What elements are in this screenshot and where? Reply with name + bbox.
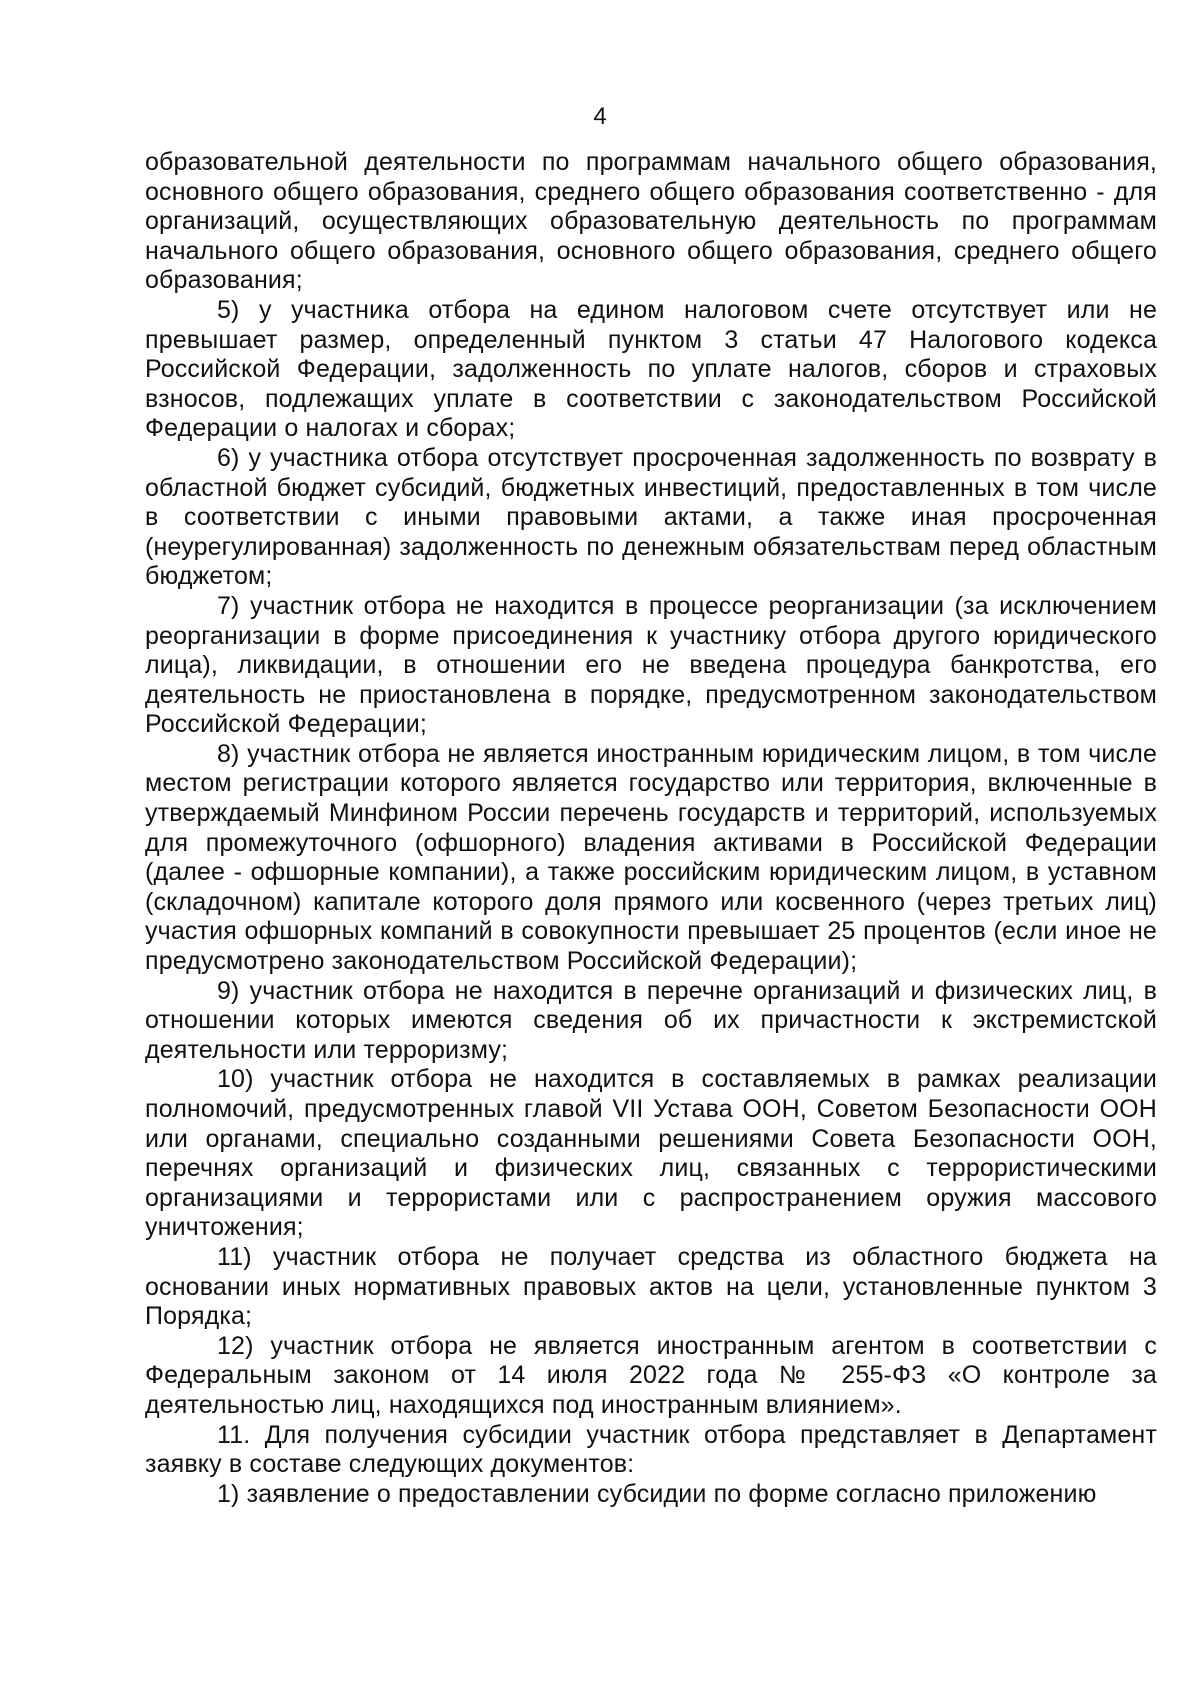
page-number: 4 (593, 103, 607, 130)
paragraph-item-7: 7) участник отбора не находится в процессе реорганизации (за исключением реорганизации в форме присоединения к участнику отбора другого юридического лица), ликвидации, в отношении его не введена процедура банкротства, его деятельность не приостановлена в порядке, предусмотренном законодательством Российской Федерации; (145, 591, 1157, 739)
document-body (145, 148, 1157, 1509)
paragraph-item-12: 12) участник отбора не является иностранным агентом в соответствии с Федеральным законом от 14 июля 2022 года № 255-ФЗ «О контроле за деятельностью лиц, находящихся под иностранным влиянием». (145, 1331, 1157, 1419)
paragraph-item-8: 8) участник отбора не является иностранным юридическим лицом, в том числе местом регистрации которого является государство или территория, включенные в утверждаемый Минфином России перечень государств и территорий, используемых для промежуточного (офшорного) владения активами в Российской Федерации (далее - офшорные компании), а также российским юридическим лицом, в уставном (складочном) капитале которого доля прямого или косвенного (через третьих лиц) участия офшорных компаний в совокупности превышает 25 процентов (если иное не предусмотрено законодательством Российской Федерации); (145, 739, 1157, 976)
paragraph-item-6: 6) у участника отбора отсутствует просроченная задолженность по возврату в областной бюджет субсидий, бюджетных инвестиций, предоставленных в том числе в соответствии с иными правовыми актами, а также иная просроченная (неурегулированная) задолженность по денежным обязательствам перед областным бюджетом; (145, 443, 1157, 591)
paragraph-section-11: 11. Для получения субсидии участник отбора представляет в Департамент заявку в составе следующих документов: (145, 1420, 1157, 1479)
paragraph-subitem-1: 1) заявление о предоставлении субсидии по форме согласно приложению (217, 1479, 1097, 1508)
paragraph-item-5: 5) у участника отбора на едином налоговом счете отсутствует или не превышает размер, определенный пунктом 3 статьи 47 Налогового кодекса Российской Федерации, задолженность по уплате налогов, сборов и страховых взносов, подлежащих уплате в соответствии с законодательством Российской Федерации о налогах и сборах; (145, 295, 1157, 443)
paragraph-continuation: образовательной деятельности по программам начального общего образования, основного общего образования, среднего общего образования соответственно - для организаций, осуществляющих образовательную деятельность по программам начального общего образования, основного общего образования, среднего общего образования; (145, 148, 1157, 295)
paragraph-item-10: 10) участник отбора не находится в составляемых в рамках реализации полномочий, предусмотренных главой VII Устава ООН, Советом Безопасности ООН или органами, специально созданными решениями Совета Безопасности ООН, перечнях организаций и физических лиц, связанных с террористическими организациями и террористами или с распространением оружия массового уничтожения; (145, 1065, 1157, 1242)
paragraph-item-9: 9) участник отбора не находится в перечне организаций и физических лиц, в отношении которых имеются сведения об их причастности к экстремистской деятельности или терроризму; (145, 976, 1157, 1064)
paragraph-item-11: 11) участник отбора не получает средства из областного бюджета на основании иных нормативных правовых актов на цели, установленные пунктом 3 Порядка; (145, 1242, 1157, 1331)
